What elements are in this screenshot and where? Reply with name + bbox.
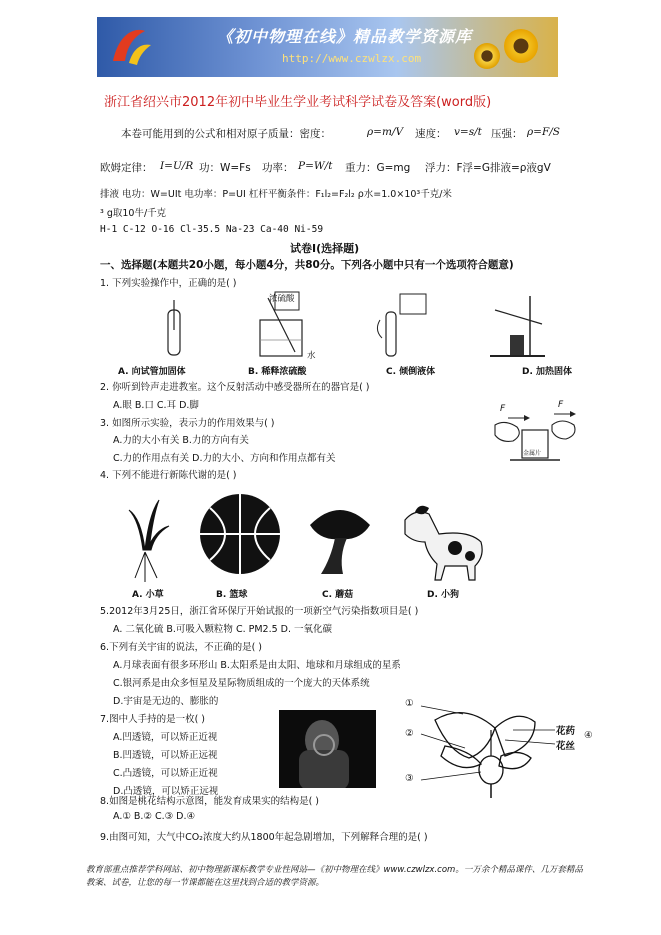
sunflower-icon: [504, 29, 538, 63]
question-3-options-cd: C.力的作用点有关 D.力的大小、方向和作用点都有关: [113, 453, 336, 464]
question-6-options-ab: A.月球表面有很多环形山 B.太阳系是由太阳、地球和月球组成的星系: [113, 660, 401, 671]
pressure-formula: ρ=F/S: [527, 126, 560, 138]
power-label: 功率：: [262, 162, 294, 174]
flower-label-filament: 花丝: [556, 741, 576, 752]
force-label-left: F: [500, 404, 506, 414]
q7-option-b: B.凹透镜，可以矫正远视: [113, 750, 218, 761]
banner-url[interactable]: http://www.czwlzx.com: [282, 52, 422, 65]
banner-title: 《初中物理在线》精品教学资源库: [217, 27, 473, 46]
speed-label: 速度：: [415, 128, 447, 140]
lab-operation-figure: [150, 290, 550, 360]
page-title: 浙江省绍兴市2012年初中毕业生学业考试科学试卷及答案(word版): [104, 95, 492, 110]
sunflower-icon: [474, 43, 500, 69]
work-formula: 功：W=Fs: [199, 162, 251, 174]
q1-caption-b: B. 稀释浓硫酸: [248, 367, 307, 377]
question-7: 7.图中人手持的是一枚( ): [100, 714, 205, 725]
pressure-label: 压强：: [491, 128, 523, 140]
buoyancy-formula: 浮力：F浮=G排液=ρ液gV: [425, 162, 551, 174]
section-intro: 一、选择题(本题共20小题，每小题4分，共80分。下列各小题中只有一个选项符合题意): [100, 259, 514, 271]
q1-caption-c: C. 倾倒液体: [386, 367, 436, 377]
page-footer: 教育部重点推荐学科网站、初中物理新课标教学专业性网站—《初中物理在线》www.czwlzx.com。一万余个精品课件、几万套精品教案、试卷，让您的每一节课都能在这里找到合适的教学资源。: [86, 865, 583, 888]
question-8: 8.如图是桃花结构示意图，能发育成果实的结构是( ): [100, 796, 319, 807]
question-1: 1. 下列实验操作中，正确的是( ): [100, 278, 237, 289]
formula-line-4: ³ g取10牛/千克: [100, 208, 167, 219]
speed-formula: v=s/t: [454, 126, 482, 138]
ohm-label: 欧姆定律：: [100, 162, 153, 174]
density-formula: ρ=m/V: [367, 126, 404, 138]
flower-part-4: ④: [584, 730, 593, 741]
gravity-formula: 重力：G=mg: [345, 162, 411, 174]
question-8-options: A.① B.② C.③ D.④: [113, 811, 196, 822]
question-6-option-c: C.银河系是由众多恒星及星际物质组成的一个庞大的天体系统: [113, 678, 370, 689]
q7-option-a: A.凹透镜，可以矫正近视: [113, 732, 218, 743]
flower-label-anther: 花药: [556, 726, 576, 737]
q4-caption-a: A. 小草: [132, 590, 164, 600]
organisms-figure: [115, 490, 490, 585]
atomic-masses: H-1 C-12 O-16 Cl-35.5 Na-23 Ca-40 Ni-59: [100, 224, 324, 235]
q1-caption-d: D. 加热固体: [522, 367, 573, 377]
question-2: 2. 你听到铃声走进教室。这个反射活动中感受器所在的器官是( ): [100, 382, 370, 393]
site-logo-icon: [105, 23, 155, 69]
question-6-option-d: D.宇宙是无边的、膨胀的: [113, 696, 219, 707]
peach-flower-figure: [405, 700, 565, 800]
question-3: 3. 如图所示实验，表示力的作用效果与( ): [100, 418, 275, 429]
metal-sheet-label: 金属片: [523, 450, 542, 457]
question-9: 9.由图可知，大气中CO₂浓度大约从1800年起急剧增加，下列解释合理的是( ): [100, 832, 428, 843]
question-6: 6.下列有关宇宙的说法，不正确的是( ): [100, 642, 262, 653]
q4-caption-c: C. 蘑菇: [322, 590, 354, 600]
q4-caption-b: B. 篮球: [216, 590, 248, 600]
question-4: 4. 下列不能进行新陈代谢的是( ): [100, 470, 237, 481]
flower-part-2: ②: [405, 728, 414, 739]
flower-part-1: ①: [405, 698, 414, 709]
q1-label-acid: 浓硫酸: [269, 294, 295, 304]
q7-option-d: D.凸透镜，可以矫正远视: [113, 786, 219, 797]
q4-caption-d: D. 小狗: [427, 590, 460, 600]
header-banner: [97, 17, 558, 77]
question-5: 5.2012年3月25日，浙江省环保厅开始试报的一项新空气污染指数项目是( ): [100, 606, 419, 617]
ohm-formula: I=U/R: [160, 160, 194, 172]
lens-photo: [279, 710, 376, 788]
power-formula: P=W/t: [298, 160, 333, 172]
q1-label-water: 水: [307, 351, 316, 361]
q7-option-c: C.凸透镜，可以矫正近视: [113, 768, 218, 779]
question-5-options: A. 二氧化硫 B.可吸入颗粒物 C. PM2.5 D. 一氧化碳: [113, 624, 333, 635]
force-label-right: F: [558, 400, 564, 410]
flower-part-3: ③: [405, 773, 414, 784]
formula-line-3: 排液 电功：W=UIt 电功率：P=UI 杠杆平衡条件：F₁l₂=F₂l₂ ρ水=1.0×10³千克/米: [100, 189, 452, 200]
formula-intro: 本卷可能用到的公式和相对原子质量：密度：: [121, 128, 331, 140]
question-3-options-ab: A.力的大小有关 B.力的方向有关: [113, 435, 249, 446]
q1-caption-a: A. 向试管加固体: [118, 367, 186, 377]
section-title: 试卷Ⅰ(选择题): [290, 242, 360, 255]
question-2-options: A.眼 B.口 C.耳 D.脚: [113, 400, 199, 411]
